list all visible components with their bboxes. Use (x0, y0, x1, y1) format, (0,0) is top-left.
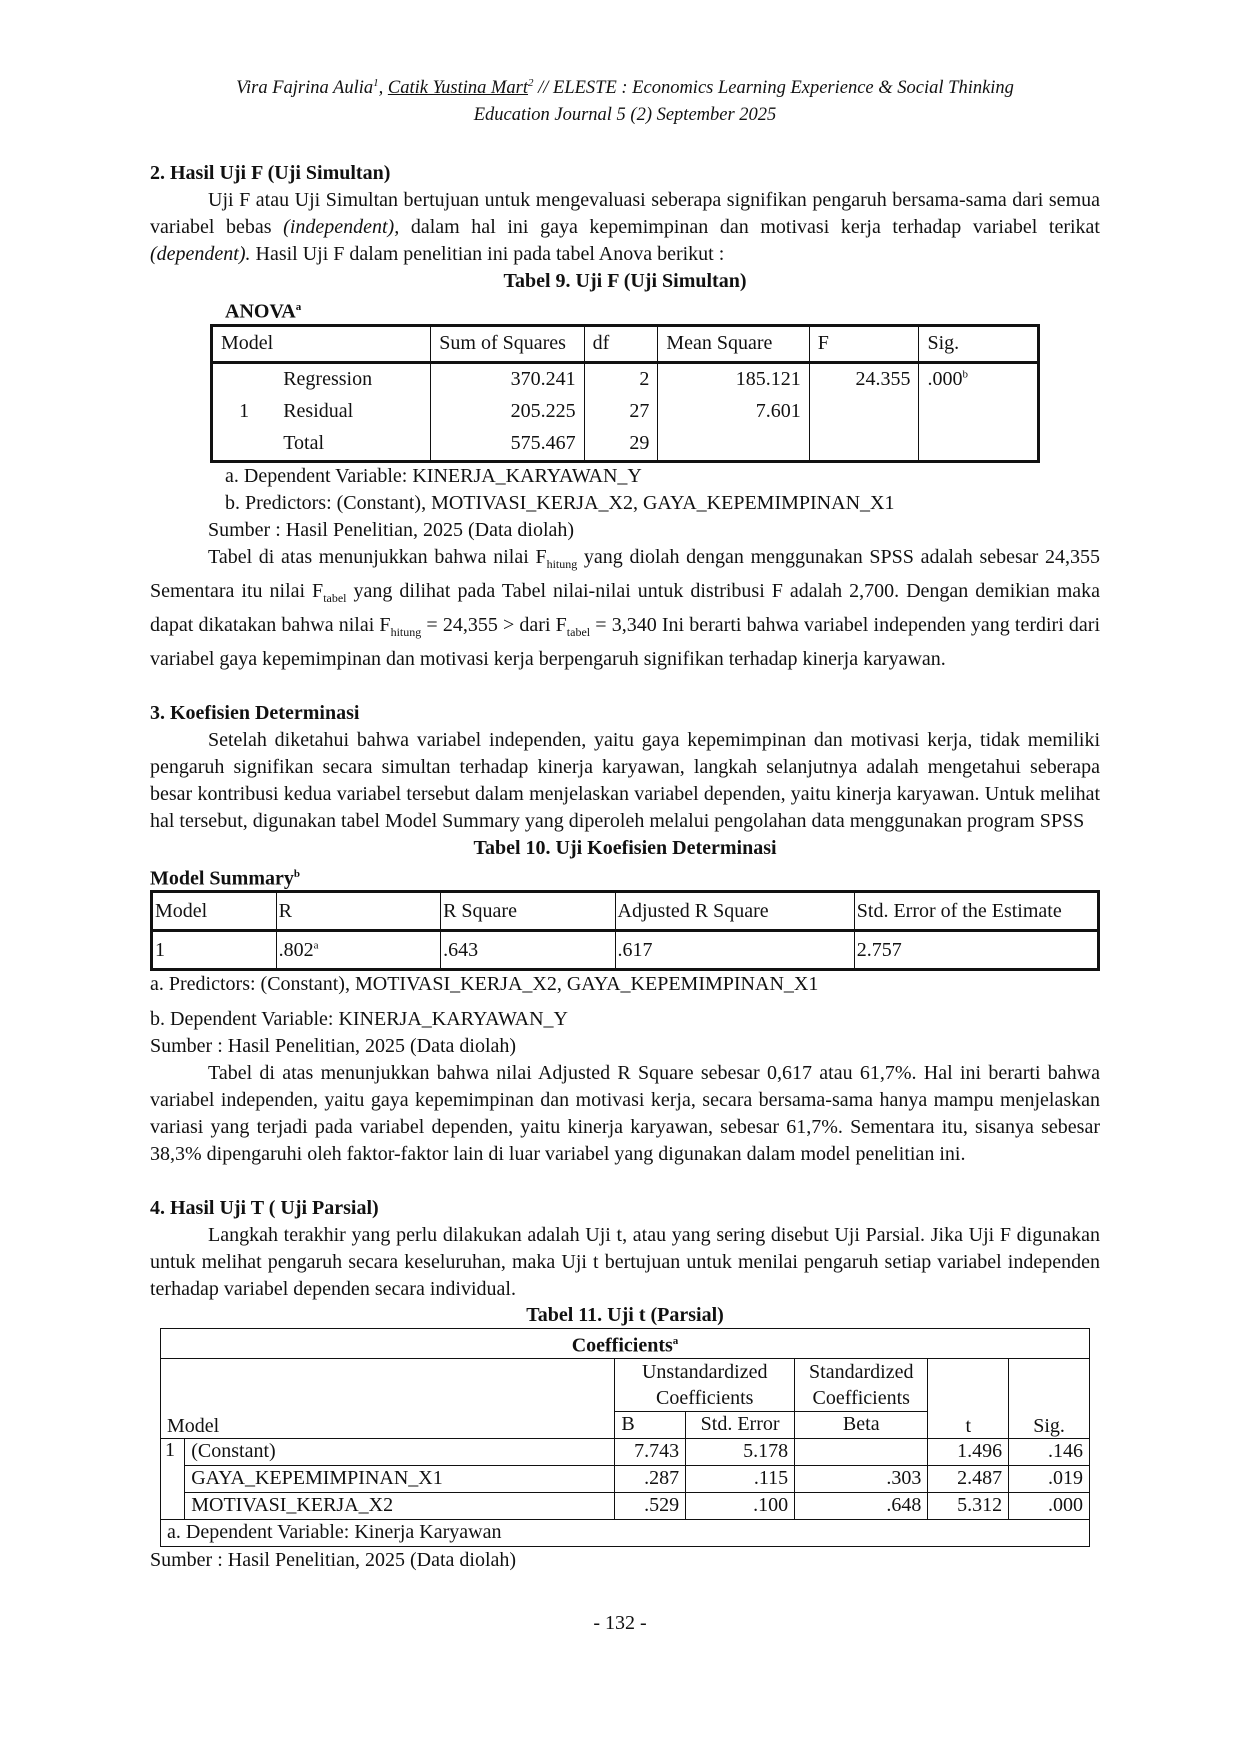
section-4-heading: 4. Hasil Uji T ( Uji Parsial) (150, 1197, 379, 1220)
anova-row-residual (212, 396, 1039, 428)
ms-cell-adj-r-square: .617 (615, 931, 854, 970)
model-summary-title-text: Model Summary (150, 867, 294, 890)
running-header-line2: Education Journal 5 (2) September 2025 (473, 105, 777, 126)
anova-cell-f: 24.355 (809, 362, 919, 396)
s2-p2-text-b: yang diolah dengan menggunakan SPSS adalah sebesar 24,355 Sementara itu nilai F (150, 545, 1100, 602)
running-header (150, 70, 1100, 129)
s2-p2-sub-tabel-2: tabel (566, 624, 591, 639)
author-2: Catik Yustina Mart (387, 78, 529, 99)
anova-note-b: b. Predictors: (Constant), MOTIVASI_KERJA_X2, GAYA_KEPEMIMPINAN_X1 (225, 491, 895, 514)
anova-cell-ss: 575.467 (431, 428, 584, 462)
anova-cell-ss: 205.225 (431, 396, 584, 428)
section-3-paragraph-1: Setelah diketahui bahwa variabel independen, yaitu gaya kepemimpinan dan motivasi kerja, tidak memiliki pengaruh signifikan secara simultan terhadap kinerja karyawan, langkah selanjutnya adalah mengetahui seberapa besar kontribusi kedua variabel tersebut dalam menjelaskan variabel dependen, yaitu kinerja karyawan. Untuk melihat hal tersebut, digunakan tabel Model Summary yang diperoleh melalui pengolahan data menggunakan program SPSS (150, 728, 1100, 832)
anova-cell-sig (919, 396, 1039, 428)
table-9-caption: Tabel 9. Uji F (Uji Simultan) (503, 270, 747, 292)
anova-title (225, 295, 1100, 324)
anova-header-model: Model (212, 325, 431, 362)
model-summary-header-row (152, 892, 1099, 931)
coef-cell-beta: .648 (795, 1492, 928, 1519)
s2-p1-italic-2: (dependent). (150, 243, 251, 265)
anova-title-text: ANOVA (225, 300, 296, 323)
anova-cell-df: 29 (584, 428, 658, 462)
anova-cell-sig (919, 362, 1039, 396)
ms-header-r: R (276, 892, 440, 931)
anova-cell-sig (919, 428, 1039, 462)
coef-row-label: MOTIVASI_KERJA_X2 (185, 1492, 615, 1519)
section-4-paragraph-1: Langkah terakhir yang perlu dilakukan adalah Uji t, atau yang sering disebut Uji Parsial. Jika Uji F digunakan untuk melihat pengaruh secara keseluruhan, maka Uji t bertujuan untuk menilai pengaruh setiap variabel independen terhadap variabel dependen secara individual. (150, 1224, 1100, 1301)
anova-header-df: df (584, 325, 658, 362)
coef-cell-beta (795, 1438, 928, 1465)
coef-title-cell (161, 1329, 1090, 1359)
s2-p2-text-a: Tabel di atas menunjukkan bahwa nilai F (208, 545, 547, 568)
coef-header-sig: Sig. (1009, 1358, 1090, 1438)
s2-p1-text-b: dalam hal ini gaya kepemimpinan dan motivasi kerja terhadap variabel terikat (399, 216, 1100, 238)
coef-source: Sumber : Hasil Penelitian, 2025 (Data diolah) (150, 1548, 517, 1571)
main-content (150, 160, 1100, 1574)
coef-cell-sig: .146 (1009, 1438, 1090, 1465)
anova-cell-ss: 370.241 (431, 362, 584, 396)
coef-header-std-error: Std. Error (686, 1411, 795, 1438)
s2-p1-italic-1: (independent), (283, 216, 400, 238)
s2-p2-text-e: = 3,340 Ini berarti bahwa variabel independen yang terdiri dari variabel gaya kepemimpinan dan motivasi kerja berpengaruh signifikan terhadap kinerja karyawan. (150, 613, 1101, 670)
anova-header-sig: Sig. (919, 325, 1039, 362)
coef-cell-b: 7.743 (615, 1438, 686, 1465)
coef-row-label: (Constant) (185, 1438, 615, 1465)
coef-header-b: B (615, 1411, 686, 1438)
coef-cell-b: .287 (615, 1465, 686, 1492)
anova-sig-sup: b (962, 368, 968, 381)
coef-header-unstandardized: Unstandardized Coefficients (615, 1358, 795, 1411)
author-1-affiliation: 1 (373, 77, 379, 89)
author-separator: , (378, 78, 388, 99)
anova-note-a: a. Dependent Variable: KINERJA_KARYAWAN_Y (225, 464, 642, 487)
coefficients-table (160, 1328, 1090, 1547)
s2-p2-text-c: yang dilihat pada Tabel nilai-nilai untuk distribusi F adalah 2,700. Dengan demikian maka dapat dikatakan bahwa nilai F (150, 579, 1100, 636)
ms-header-adj-r-square: Adjusted R Square (615, 892, 854, 931)
ms-note-a: a. Predictors: (Constant), MOTIVASI_KERJA_X2, GAYA_KEPEMIMPINAN_X1 (150, 973, 819, 996)
running-header-line1 (150, 70, 1100, 102)
ms-header-model: Model (152, 892, 277, 931)
journal-name: // ELESTE : Economics Learning Experience & Social Thinking (533, 78, 1014, 99)
ms-header-std-error: Std. Error of the Estimate (854, 892, 1098, 931)
anova-header-row (212, 325, 1039, 362)
ms-source: Sumber : Hasil Penelitian, 2025 (Data diolah) (150, 1035, 517, 1058)
anova-cell-ms: 7.601 (658, 396, 809, 428)
author-1: Vira Fajrina Aulia (236, 78, 374, 99)
section-3-paragraph-2: Tabel di atas menunjukkan bahwa nilai Adjusted R Square sebesar 0,617 atau 61,7%. Hal ini berarti bahwa variabel independen, yaitu gaya kepemimpinan dan motivasi kerja, secara bersama-sama hanya mampu menjelaskan variasi yang terjadi pada variabel dependen, yaitu kinerja karyawan, sebesar 61,7%. Sementara itu, sisanya sebesar 38,3% dipengaruhi oleh faktor-faktor lain di luar variabel yang digunakan dalam model penelitian ini. (150, 1062, 1100, 1166)
table-11-caption: Tabel 11. Uji t (Parsial) (526, 1304, 724, 1327)
ms-cell-r (276, 931, 440, 970)
coef-row-x2 (161, 1492, 1090, 1519)
model-summary-table (150, 890, 1100, 971)
anova-row-total (212, 428, 1039, 462)
anova-sig-value: .000 (927, 368, 963, 391)
coef-header-t: t (928, 1358, 1009, 1438)
section-2-paragraph-2 (150, 544, 1100, 673)
anova-cell-ms: 185.121 (658, 362, 809, 396)
coef-title-row (161, 1329, 1090, 1359)
anova-table (210, 324, 1040, 463)
author-2-affiliation: 2 (528, 77, 534, 89)
coef-title-sup: a (672, 1335, 679, 1348)
anova-model-number: 1 (239, 400, 250, 423)
coef-row-constant (161, 1438, 1090, 1465)
model-summary-title (150, 862, 1100, 891)
coef-cell-std-error: 5.178 (686, 1438, 795, 1465)
coef-row-x1 (161, 1465, 1090, 1492)
coef-group-header-row (161, 1358, 1090, 1411)
coef-model-number: 1 (161, 1438, 185, 1519)
ms-r-sup: a (313, 939, 319, 952)
model-summary-title-sup: b (293, 867, 301, 880)
ms-r-value: .802 (278, 938, 314, 961)
table-10-caption: Tabel 10. Uji Koefisien Determinasi (473, 836, 777, 859)
ms-header-r-square: R Square (441, 892, 615, 931)
s2-p2-sub-hitung-2: hitung (390, 624, 422, 639)
anova-cell-df: 2 (584, 362, 658, 396)
anova-header-ss: Sum of Squares (431, 325, 584, 362)
anova-title-sup: a (295, 301, 302, 313)
coef-header-model: Model (161, 1358, 615, 1438)
coef-cell-b: .529 (615, 1492, 686, 1519)
ms-note-b: b. Dependent Variable: KINERJA_KARYAWAN_Y (150, 1008, 568, 1031)
page-number: - 132 - (593, 1612, 647, 1634)
anova-cell-df: 27 (584, 396, 658, 428)
coef-note-a: a. Dependent Variable: Kinerja Karyawan (161, 1519, 1090, 1546)
anova-header-f: F (809, 325, 919, 362)
coef-cell-t: 2.487 (928, 1465, 1009, 1492)
anova-cell-f (809, 396, 919, 428)
coef-header-standardized: Standardized Coefficients (795, 1358, 928, 1411)
coef-row-label: GAYA_KEPEMIMPINAN_X1 (185, 1465, 615, 1492)
anova-row-label: Total (275, 428, 431, 462)
coef-cell-beta: .303 (795, 1465, 928, 1492)
coef-note-row (161, 1519, 1090, 1546)
section-2-paragraph-1 (150, 187, 1100, 268)
coef-cell-sig: .019 (1009, 1465, 1090, 1492)
anova-cell-ms (658, 428, 809, 462)
anova-row-label: Residual (275, 396, 431, 428)
anova-source: Sumber : Hasil Penelitian, 2025 (Data diolah) (208, 518, 575, 541)
section-2-heading: 2. Hasil Uji F (Uji Simultan) (150, 162, 391, 184)
s2-p1-text-c: Hasil Uji F dalam penelitian ini pada tabel Anova berikut : (250, 243, 725, 265)
ms-cell-model: 1 (152, 931, 277, 970)
coef-header-beta: Beta (795, 1411, 928, 1438)
anova-header-ms: Mean Square (658, 325, 809, 362)
coef-title-text: Coefficients (571, 1334, 673, 1357)
ms-cell-std-error: 2.757 (856, 938, 902, 961)
s2-p2-text-d: = 24,355 > dari F (421, 613, 567, 636)
coef-cell-sig: .000 (1009, 1492, 1090, 1519)
model-summary-row (152, 931, 1099, 970)
s2-p1-text-a: Uji F atau Uji Simultan bertujuan untuk mengevaluasi seberapa signifikan pengaruh bersama-sama dari semua variabel bebas (150, 189, 1100, 238)
coef-cell-std-error: .115 (686, 1465, 795, 1492)
anova-cell-f (809, 428, 919, 462)
coef-cell-t: 1.496 (928, 1438, 1009, 1465)
ms-cell-r-square: .643 (441, 931, 615, 970)
section-3-heading: 3. Koefisien Determinasi (150, 701, 360, 724)
anova-row-regression (212, 362, 1039, 396)
coef-cell-t: 5.312 (928, 1492, 1009, 1519)
s2-p2-sub-tabel: tabel (323, 590, 347, 605)
s2-p2-sub-hitung: hitung (546, 556, 578, 571)
anova-row-label: Regression (275, 362, 431, 396)
coef-cell-std-error: .100 (686, 1492, 795, 1519)
